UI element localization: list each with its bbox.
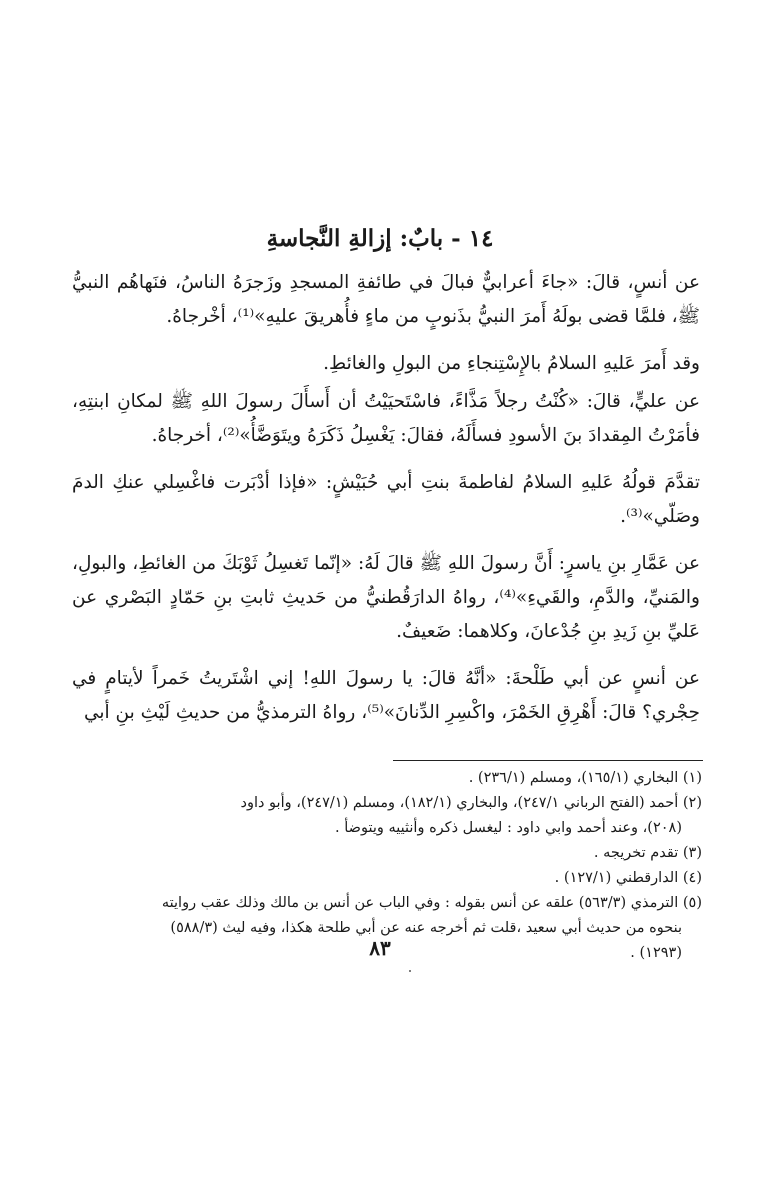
paragraph-fatima: تقدَّمَ قولُهُ عَليهِ السلامُ لفاطمةَ بنتِ أبي حُبَيْشٍ: «فإذا أدْبَرت فاغْسِلي عنكِ الدمَ وصَلّي»⁽³⁾.	[72, 472, 700, 527]
page-number: ٨٣	[369, 936, 391, 960]
footnote-5-continued: بنحوه من حديث أبي سعيد ،قلت ثم أخرجه عنه عن أبي طلحة هكذا، وفيه ليث (٥٨٨/٣)	[170, 920, 682, 936]
paragraph-anas-bedouin: عن أنسٍ، قالَ: «جاءَ أعرابيٌّ فبالَ في طائفةِ المسجدِ وزَجرَهُ الناسُ، فنَهاهُم النبيُّ ﷺ، فلمَّا قضى بولَهُ أَمرَ النبيُّ بذَنوبٍ من ماءٍ فأُهريقَ عليهِ»⁽¹⁾، أخْرجاهُ.	[72, 272, 700, 327]
print-speck	[409, 970, 411, 972]
footnote-2-continued: (٢٠٨)، وعند أحمد وابي داود : ليغسل ذكره وأنثييه ويتوضأ .	[335, 820, 682, 836]
footnote-divider	[393, 760, 703, 761]
footnote-4: (٤) الدارقطني (١٢٧/١) .	[554, 870, 702, 886]
footnote-1: (١) البخاري (١٦٥/١)، ومسلم (٢٣٦/١) .	[468, 770, 702, 786]
paragraph-ali-madhy: عن عليٍّ، قالَ: «كُنْتُ رجلاً مَذَّاءً، فاسْتَحيَيْتُ أن أَسأَلَ رسولَ اللهِ ﷺ لمكانِ ابنتِهِ، فأمَرْتُ المِقدادَ بنَ الأسودِ فسأَلَهُ، فقالَ: يَغْسِلُ ذَكَرَهُ ويتَوَضَّأُ»⁽²⁾، أخرجاهُ.	[72, 391, 700, 446]
paragraph-abu-talha: عن أنسٍ عن أبي طَلْحةَ: «أنَّهُ قالَ: يا رسولَ اللهِ! إني اشْتَريتُ خَمراً لأيتامٍ في حِجْري؟ قالَ: أَهْرِقِ الخَمْرَ، واكْسِرِ الدِّنانَ»⁽⁵⁾، رواهُ الترمذيُّ من حديثِ لَيْثِ بنِ أبي	[72, 668, 700, 723]
paragraph-ammar: عن عَمَّارِ بنِ ياسرٍ: أَنَّ رسولَ اللهِ ﷺ قالَ لَهُ: «إنّما تَغسِلُ ثَوْبَكَ من الغائطِ، والبولِ، والمَنيِّ، والدَّمِ، والقَيءِ»⁽⁴⁾، رواهُ الدارَقُطنيُّ من حَديثِ ثابتِ بنِ حَمّادٍ البَصْري عن عَليِّ بنِ زَيدِ بنِ جُدْعانَ، وكلاهما: ضَعيفٌ.	[72, 553, 700, 642]
footnote-2: (٢) أحمد (الفتح الرباني ٢٤٧/١)، والبخاري (١٨٢/١)، ومسلم (٢٤٧/١)، وأبو داود	[240, 795, 702, 811]
footnote-5-continued-2: (١٢٩٣) .	[630, 945, 682, 961]
footnote-3: (٣) تقدم تخريجه .	[593, 845, 702, 861]
chapter-title: ١٤ - بابٌ: إزالةِ النَّجاسةِ	[266, 225, 494, 252]
footnote-5: (٥) الترمذي (٥٦٣/٣) علقه عن أنس بقوله : وفي الباب عن أنس بن مالك وذلك عقب روايته	[161, 895, 702, 911]
paragraph-istinja: وقد أَمرَ عَليهِ السلامُ بالإِسْتِنجاءِ من البولِ والغائطِ.	[323, 353, 700, 374]
main-text	[72, 266, 700, 743]
